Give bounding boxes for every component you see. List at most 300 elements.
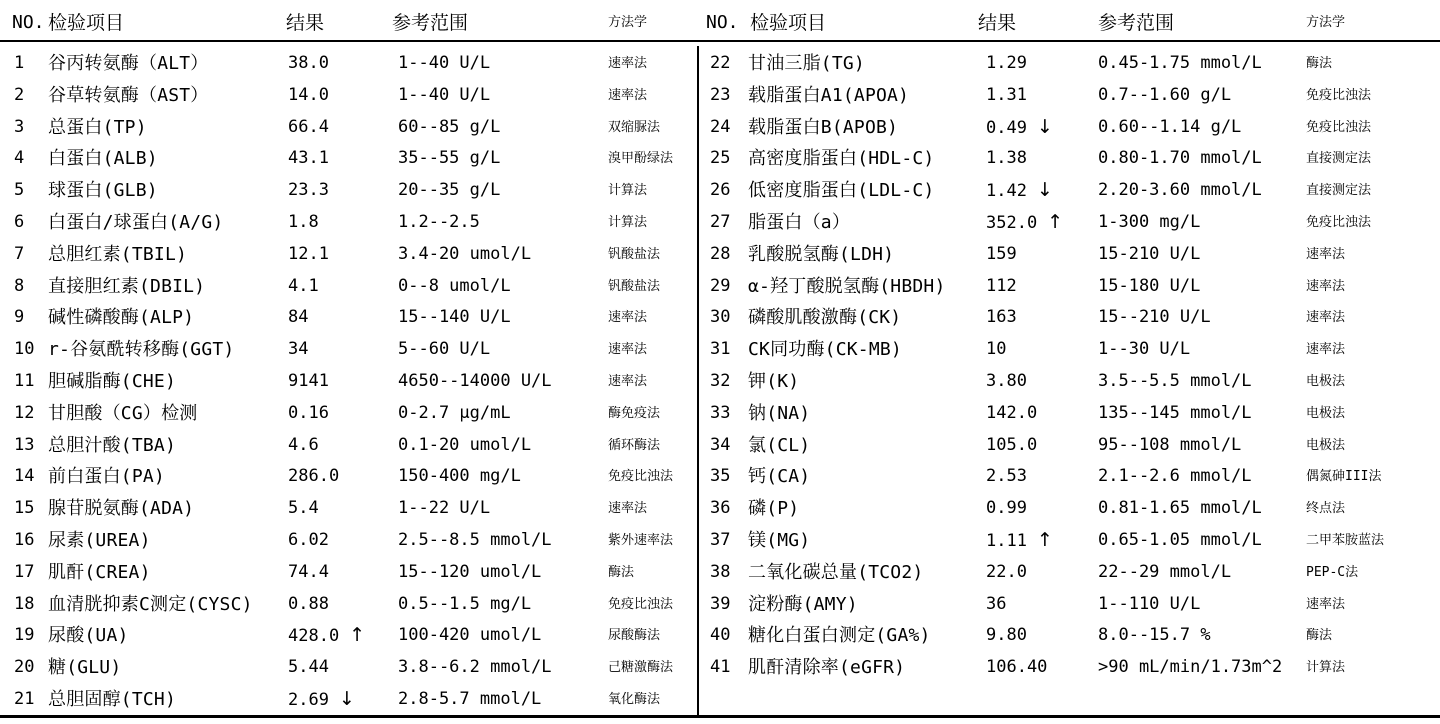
result-value: 22.0 [986, 561, 1027, 582]
test-name: 乳酸脱氢酶(LDH) [748, 243, 895, 265]
test-result [986, 112, 1053, 144]
test-method: 偶氮砷III法 [1306, 469, 1382, 485]
header-rule [0, 40, 1440, 42]
test-name: 载脂蛋白A1(APOA) [748, 84, 910, 106]
test-name: 甘油三脂(TG) [748, 53, 865, 74]
test-name: 总胆固醇(TCH) [48, 688, 176, 710]
row-number: 4 [14, 148, 25, 169]
test-result [288, 80, 329, 112]
row-number: 7 [14, 243, 25, 264]
reference-range: 1--40 U/L [398, 53, 491, 73]
table-row [0, 589, 697, 621]
test-result [986, 461, 1027, 493]
test-name: 钠(NA) [748, 402, 811, 424]
row-number: 31 [710, 339, 731, 360]
result-value: 4.1 [288, 275, 319, 296]
test-result [288, 112, 329, 144]
arrow-up-icon: ↑ [1036, 528, 1053, 551]
test-method: 计算法 [608, 214, 648, 230]
row-number: 39 [710, 593, 731, 614]
reference-range: 0-2.7 μg/mL [398, 402, 511, 423]
row-number: 34 [710, 434, 731, 455]
table-row [700, 143, 1440, 175]
reference-range: 1.2--2.5 [398, 211, 480, 232]
test-method: 速率法 [1306, 246, 1346, 262]
test-method: 速率法 [1306, 342, 1346, 358]
reference-range: 0.45-1.75 mmol/L [1098, 53, 1262, 73]
header-no-right: NO. [706, 12, 739, 33]
header-result-right: 结果 [978, 12, 1017, 34]
row-number: 32 [710, 370, 731, 391]
test-name: 氯(CL) [748, 434, 811, 456]
test-name: 磷酸肌酸激酶(CK) [748, 307, 902, 329]
test-name: 球蛋白(GLB) [48, 180, 158, 202]
reference-range: 2.8-5.7 mmol/L [398, 688, 542, 709]
test-method: 酶法 [1306, 628, 1333, 644]
test-name: 高密度脂蛋白(HDL-C) [748, 148, 935, 170]
test-name: 白蛋白/球蛋白(A/G) [48, 211, 224, 233]
test-method: 电极法 [1306, 405, 1346, 421]
test-result [986, 652, 1047, 684]
test-result [986, 143, 1027, 175]
test-name: 谷草转氨酶（AST） [48, 84, 209, 106]
test-result [288, 334, 308, 366]
reference-range: 95--108 mmol/L [1098, 434, 1242, 455]
result-value: 10 [986, 339, 1007, 360]
test-result [986, 493, 1027, 525]
result-value: 66.4 [288, 116, 329, 137]
table-row [0, 430, 697, 462]
reference-range: 15--120 umol/L [398, 561, 542, 582]
result-value: 159 [986, 243, 1017, 264]
result-value: 3.80 [986, 370, 1027, 391]
table-row [0, 684, 697, 716]
right-column [700, 48, 1440, 715]
test-method: 直接测定法 [1306, 151, 1372, 167]
test-method: PEP-C法 [1306, 564, 1359, 580]
test-name: 胆碱脂酶(CHE) [48, 370, 176, 392]
result-value: 0.88 [288, 593, 329, 614]
reference-range: >90 mL/min/1.73m^2 [1098, 657, 1283, 678]
test-result [288, 271, 319, 303]
reference-range: 3.4-20 umol/L [398, 243, 532, 264]
result-value: 5.4 [288, 498, 319, 519]
test-result [288, 430, 319, 462]
result-value: 0.16 [288, 402, 329, 423]
row-number: 21 [14, 688, 35, 709]
row-number: 26 [710, 180, 731, 201]
row-number: 30 [710, 307, 731, 328]
header-method-left: 方法学 [608, 15, 648, 30]
table-row [700, 271, 1440, 303]
row-number: 16 [14, 529, 35, 550]
test-result [288, 620, 365, 652]
reference-range: 150-400 mg/L [398, 466, 521, 487]
reference-range: 60--85 g/L [398, 116, 501, 137]
test-result [986, 207, 1063, 239]
reference-range: 0.1-20 umol/L [398, 434, 532, 455]
left-column [0, 48, 697, 715]
result-value: 0.49 [986, 117, 1027, 138]
row-number: 29 [710, 275, 731, 296]
reference-range: 4650--14000 U/L [398, 370, 552, 391]
test-method: 酶法 [608, 564, 635, 580]
test-name: 尿酸(UA) [48, 625, 129, 647]
table-row [0, 525, 697, 557]
result-value: 1.8 [288, 211, 319, 232]
result-value: 1.11 [986, 530, 1027, 551]
table-row [700, 175, 1440, 207]
table-row [700, 557, 1440, 589]
test-result [986, 271, 1017, 303]
test-method: 速率法 [608, 310, 648, 326]
table-row [0, 652, 697, 684]
table-row [700, 366, 1440, 398]
test-result [288, 239, 329, 271]
test-result [986, 366, 1027, 398]
test-method: 尿酸酶法 [608, 628, 661, 644]
test-method: 免疫比浊法 [608, 469, 674, 485]
reference-range: 0.7--1.60 g/L [1098, 84, 1232, 105]
result-value: 5.44 [288, 657, 329, 678]
test-result [288, 302, 308, 334]
result-value: 1.42 [986, 181, 1027, 202]
test-method: 氧化酶法 [608, 691, 661, 707]
arrow-up-icon: ↑ [1047, 210, 1064, 233]
test-result [986, 620, 1027, 652]
row-number: 24 [710, 116, 731, 137]
row-number: 13 [14, 434, 35, 455]
test-method: 免疫比浊法 [1306, 214, 1372, 230]
test-name: 总胆汁酸(TBA) [48, 434, 176, 456]
test-name: α-羟丁酸脱氢酶(HBDH) [748, 275, 946, 297]
test-method: 速率法 [1306, 278, 1346, 294]
test-name: r-谷氨酰转移酶(GGT) [48, 339, 235, 361]
table-row [0, 112, 697, 144]
column-divider [697, 46, 699, 715]
row-number: 3 [14, 116, 25, 137]
test-name: CK同功酶(CK-MB) [748, 339, 902, 361]
table-row [700, 430, 1440, 462]
row-number: 17 [14, 561, 35, 582]
table-row [0, 493, 697, 525]
table-row [0, 557, 697, 589]
reference-range: 3.8--6.2 mmol/L [398, 657, 552, 678]
test-result [288, 652, 329, 684]
test-result [986, 334, 1006, 366]
test-method: 计算法 [1306, 660, 1346, 676]
result-value: 286.0 [288, 466, 340, 487]
row-number: 37 [710, 529, 731, 550]
reference-range: 1-300 mg/L [1098, 211, 1201, 232]
reference-range: 0.80-1.70 mmol/L [1098, 148, 1262, 169]
test-method: 酶法 [1306, 56, 1333, 71]
test-method: 钒酸盐法 [608, 246, 661, 262]
result-value: 36 [986, 593, 1007, 614]
test-name: 腺苷脱氨酶(ADA) [48, 498, 195, 520]
result-value: 106.40 [986, 657, 1048, 678]
test-result [288, 557, 329, 589]
test-name: 脂蛋白（a） [748, 211, 851, 233]
test-name: 甘胆酸（CG）检测 [48, 402, 198, 424]
test-method: 速率法 [608, 87, 648, 103]
test-name: 尿素(UREA) [48, 529, 151, 551]
table-row [0, 239, 697, 271]
reference-range: 2.5--8.5 mmol/L [398, 529, 552, 550]
row-number: 36 [710, 498, 731, 519]
table-row [0, 271, 697, 303]
row-number: 1 [14, 53, 25, 73]
arrow-up-icon: ↑ [349, 624, 366, 647]
row-number: 9 [14, 307, 25, 328]
header-item-left: 检验项目 [48, 12, 125, 34]
reference-range: 0.81-1.65 mmol/L [1098, 498, 1262, 519]
test-method: 电极法 [1306, 373, 1346, 389]
result-value: 142.0 [986, 402, 1038, 423]
row-number: 22 [710, 53, 731, 73]
row-number: 10 [14, 339, 35, 360]
row-number: 40 [710, 625, 731, 646]
test-method: 紫外速率法 [608, 532, 674, 548]
row-number: 6 [14, 211, 25, 232]
test-name: 前白蛋白(PA) [48, 466, 165, 488]
test-name: 总胆红素(TBIL) [48, 243, 188, 265]
table-row [0, 620, 697, 652]
reference-range: 135--145 mmol/L [1098, 402, 1252, 423]
test-result [288, 493, 319, 525]
test-method: 终点法 [1306, 501, 1346, 517]
test-name: 糖化白蛋白测定(GA%) [748, 625, 931, 647]
test-result [288, 589, 329, 621]
test-method: 循环酶法 [608, 437, 661, 453]
test-name: 磷(P) [748, 498, 800, 520]
test-method: 计算法 [608, 183, 648, 199]
test-name: 淀粉酶(AMY) [748, 593, 858, 615]
test-method: 电极法 [1306, 437, 1346, 453]
test-result [986, 48, 1027, 80]
test-name: 肌酐清除率(eGFR) [748, 657, 906, 679]
test-result [986, 175, 1053, 207]
reference-range: 1--22 U/L [398, 498, 491, 519]
row-number: 27 [710, 211, 731, 232]
test-name: 钾(K) [748, 370, 800, 392]
test-result [986, 525, 1053, 557]
result-value: 1.38 [986, 148, 1027, 169]
reference-range: 0.5--1.5 mg/L [398, 593, 532, 614]
reference-range: 1--30 U/L [1098, 339, 1191, 360]
test-method: 直接测定法 [1306, 183, 1372, 199]
result-value: 38.0 [288, 53, 329, 73]
table-row [0, 207, 697, 239]
reference-range: 15-210 U/L [1098, 243, 1201, 264]
reference-range: 1--40 U/L [398, 84, 491, 105]
result-value: 84 [288, 307, 309, 328]
result-value: 23.3 [288, 180, 329, 201]
reference-range: 20--35 g/L [398, 180, 501, 201]
header-ref-right: 参考范围 [1098, 12, 1175, 34]
table-row [700, 493, 1440, 525]
reference-range: 8.0--15.7 % [1098, 625, 1211, 646]
row-number: 35 [710, 466, 731, 487]
arrow-down-icon: ↓ [338, 687, 355, 710]
row-number: 14 [14, 466, 35, 487]
result-value: 105.0 [986, 434, 1038, 455]
test-name: 肌酐(CREA) [48, 561, 151, 583]
result-value: 163 [986, 307, 1017, 328]
result-value: 1.29 [986, 53, 1027, 73]
result-value: 74.4 [288, 561, 329, 582]
test-result [288, 207, 319, 239]
result-value: 9.80 [986, 625, 1027, 646]
row-number: 11 [14, 370, 35, 391]
row-number: 28 [710, 243, 731, 264]
row-number: 8 [14, 275, 25, 296]
reference-range: 2.1--2.6 mmol/L [1098, 466, 1252, 487]
result-value: 4.6 [288, 434, 319, 455]
reference-range: 22--29 mmol/L [1098, 561, 1232, 582]
row-number: 20 [14, 657, 35, 678]
test-result [288, 143, 329, 175]
test-method: 速率法 [608, 501, 648, 517]
row-number: 18 [14, 593, 35, 614]
table-row [0, 48, 697, 80]
test-name: 谷丙转氨酶（ALT） [48, 53, 209, 74]
arrow-down-icon: ↓ [1036, 115, 1053, 138]
table-row [0, 334, 697, 366]
table-row [0, 302, 697, 334]
table-row [700, 334, 1440, 366]
test-method: 免疫比浊法 [1306, 87, 1372, 103]
header-ref-left: 参考范围 [392, 12, 469, 34]
test-name: 血清胱抑素C测定(CYSC) [48, 593, 253, 615]
reference-range: 15--210 U/L [1098, 307, 1211, 328]
table-row [0, 80, 697, 112]
table-row [700, 48, 1440, 80]
header-item-right: 检验项目 [750, 12, 827, 34]
table-row [700, 461, 1440, 493]
row-number: 5 [14, 180, 25, 201]
test-result [288, 461, 339, 493]
reference-range: 5--60 U/L [398, 339, 491, 360]
reference-range: 3.5--5.5 mmol/L [1098, 370, 1252, 391]
result-value: 14.0 [288, 84, 329, 105]
test-result [986, 239, 1017, 271]
test-result [288, 48, 329, 80]
test-name: 白蛋白(ALB) [48, 148, 158, 170]
test-method: 速率法 [608, 56, 648, 71]
test-result [986, 430, 1037, 462]
test-result [288, 684, 355, 716]
table-row [700, 239, 1440, 271]
row-number: 2 [14, 84, 25, 105]
reference-range: 0--8 umol/L [398, 275, 511, 296]
table-row [0, 366, 697, 398]
result-value: 12.1 [288, 243, 329, 264]
result-value: 6.02 [288, 529, 329, 550]
reference-range: 1--110 U/L [1098, 593, 1201, 614]
test-name: 钙(CA) [748, 466, 811, 488]
test-method: 酶免疫法 [608, 405, 661, 421]
result-value: 1.31 [986, 84, 1027, 105]
test-name: 低密度脂蛋白(LDL-C) [748, 180, 935, 202]
test-method: 钒酸盐法 [608, 278, 661, 294]
test-result [986, 80, 1027, 112]
result-value: 9141 [288, 370, 329, 391]
test-result [288, 398, 329, 430]
row-number: 25 [710, 148, 731, 169]
table-row [0, 143, 697, 175]
header-no-left: NO. [12, 12, 45, 33]
arrow-down-icon: ↓ [1036, 179, 1053, 202]
test-result [288, 525, 329, 557]
test-method: 免疫比浊法 [1306, 119, 1372, 135]
test-method: 速率法 [1306, 310, 1346, 326]
table-row [700, 589, 1440, 621]
test-method: 速率法 [608, 342, 648, 358]
header-result-left: 结果 [286, 12, 325, 34]
reference-range: 2.20-3.60 mmol/L [1098, 180, 1262, 201]
result-value: 352.0 [986, 212, 1038, 233]
table-row [700, 398, 1440, 430]
test-method: 溴甲酚绿法 [608, 151, 674, 167]
test-result [986, 302, 1017, 334]
test-result [986, 589, 1006, 621]
result-value: 428.0 [288, 626, 340, 647]
reference-range: 0.60--1.14 g/L [1098, 116, 1242, 137]
reference-range: 35--55 g/L [398, 148, 501, 169]
test-method: 己糖激酶法 [608, 660, 674, 676]
row-number: 15 [14, 498, 35, 519]
test-result [288, 366, 329, 398]
table-row [700, 207, 1440, 239]
row-number: 23 [710, 84, 731, 105]
table-row [700, 112, 1440, 144]
row-number: 41 [710, 657, 731, 678]
test-name: 总蛋白(TP) [48, 116, 147, 138]
table-row [0, 175, 697, 207]
test-method: 速率法 [608, 373, 648, 389]
reference-range: 15-180 U/L [1098, 275, 1201, 296]
table-row [700, 620, 1440, 652]
test-name: 镁(MG) [748, 529, 811, 551]
test-method: 免疫比浊法 [608, 596, 674, 612]
table-row [0, 398, 697, 430]
row-number: 38 [710, 561, 731, 582]
test-name: 直接胆红素(DBIL) [48, 275, 206, 297]
header-method-right: 方法学 [1306, 15, 1346, 30]
test-method: 二甲苯胺蓝法 [1306, 532, 1385, 548]
test-method: 速率法 [1306, 596, 1346, 612]
test-name: 载脂蛋白B(APOB) [748, 116, 899, 138]
result-value: 2.53 [986, 466, 1027, 487]
result-value: 43.1 [288, 148, 329, 169]
row-number: 19 [14, 625, 35, 646]
result-value: 0.99 [986, 498, 1027, 519]
reference-range: 100-420 umol/L [398, 625, 542, 646]
row-number: 12 [14, 402, 35, 423]
test-result [986, 557, 1027, 589]
reference-range: 0.65-1.05 mmol/L [1098, 529, 1262, 550]
test-result [986, 398, 1037, 430]
test-name: 二氧化碳总量(TCO2) [748, 561, 924, 583]
result-value: 34 [288, 339, 309, 360]
test-name: 碱性磷酸酶(ALP) [48, 307, 195, 329]
test-method: 双缩脲法 [608, 119, 661, 135]
result-value: 2.69 [288, 689, 329, 710]
test-name: 糖(GLU) [48, 657, 122, 679]
test-result [288, 175, 329, 207]
reference-range: 15--140 U/L [398, 307, 511, 328]
